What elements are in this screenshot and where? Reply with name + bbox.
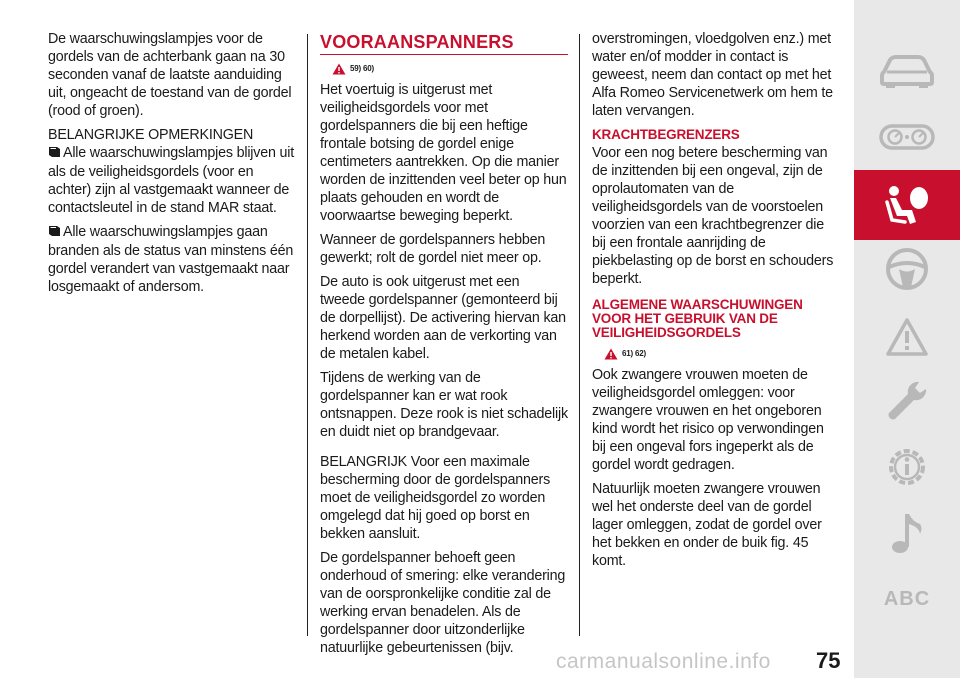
paragraph: BELANGRIJK Voor een maximale bescherming door de gordelspanners moet de veiligheidsgordel zo worden omgelegd dat hij goed op borst en bekken aansluit.	[320, 454, 551, 542]
sidebar-item-maintenance[interactable]	[854, 366, 960, 436]
abc-icon: ABC	[883, 587, 931, 610]
warning-triangle-icon	[332, 63, 346, 75]
note-item	[48, 144, 296, 217]
subheading-general-warnings: ALGEMENE WAARSCHUWINGEN VOOR HET GEBRUIK VAN DE VEILIGHEIDSGORDELS	[592, 297, 803, 340]
paragraph: Ook zwangere vrouwen moeten de veiligheidsgordel omleggen: voor zwangere vrouwen en het ongeboren kind wordt het risico op verwondingen bij een ongeval fors ingeperkt als de gordel wordt gedragen.	[592, 367, 824, 473]
notes-title: BELANGRIJKE OPMERKINGEN	[48, 127, 254, 143]
dashboard-icon	[878, 122, 936, 152]
sidebar-item-emergency[interactable]	[854, 302, 960, 372]
warning-reference-numbers: 59) 60)	[350, 64, 374, 73]
note-book-icon	[48, 145, 61, 163]
airbag-seat-icon	[883, 184, 931, 226]
chapter-sidebar	[854, 0, 960, 678]
sidebar-item-dashboard[interactable]	[854, 102, 960, 172]
paragraph: Het voertuig is uitgerust met veiligheidsgordels voor met gordelspanners die bij een heftige frontale botsing de gordel enige centimeters aantrekken. Op die manier worden de inzittenden veel beter op hun plaats gehouden en wordt de voorwaartse beweging beperkt.	[320, 82, 567, 224]
paragraph: Tijdens de werking van de gordelspanner kan er wat rook ontsnappen. Deze rook is niet schadelijk en duidt niet op brandgevaar.	[320, 370, 568, 440]
section-heading: VOORAANSPANNERS	[320, 32, 568, 55]
subheading-force-limiters: KRACHTBEGRENZERS	[592, 127, 740, 142]
note-item	[48, 223, 296, 296]
car-icon	[878, 54, 936, 88]
warning-triangle-icon	[885, 317, 929, 357]
column-divider	[579, 34, 580, 636]
info-gear-icon	[884, 444, 930, 490]
paragraph: De auto is ook uitgerust met een tweede gordelspanner (gemonteerd bij de dorpellijst). De activering hiervan kan herkend worden aan de verkorting van de metalen kabel.	[320, 274, 566, 362]
watermark: carmanualsonline.info	[556, 650, 771, 673]
column-3	[592, 30, 840, 576]
column-2	[320, 30, 568, 663]
intro-paragraph: De waarschuwingslampjes voor de gordels van de achterbank gaan na 30 seconden vanaf de laatste aanduiding uit, ongeacht de toestand van de gordel (rood of groen).	[48, 31, 292, 119]
music-note-icon	[889, 510, 925, 556]
page-number: 75	[816, 648, 841, 673]
note-text: Alle waarschuwingslampjes gaan branden als de status van minstens één gordel verandert van vastgemaakt naar losgemaakt of andersom.	[48, 224, 294, 295]
sidebar-item-car[interactable]	[854, 36, 960, 106]
warning-triangle-icon	[604, 348, 618, 360]
sidebar-item-technical-data[interactable]	[854, 432, 960, 502]
paragraph: De gordelspanner behoeft geen onderhoud of smering: elke verandering van de oorspronkelijke conditie zal de werking ervan benadelen. Als de gordelspanner door uitzonderlijke natuurlijke gebeurtenissen (bijv.	[320, 550, 566, 656]
warning-reference-numbers: 61) 62)	[622, 349, 646, 358]
warning-reference	[332, 63, 568, 75]
sidebar-item-safety[interactable]	[854, 170, 960, 240]
paragraph: Natuurlijk moeten zwangere vrouwen wel het onderste deel van de gordel lager omleggen, zodat de gordel over het bekken en onder de buik fig. 45 komt.	[592, 481, 822, 569]
paragraph: Voor een nog betere bescherming van de inzittenden bij een ongeval, zijn de oprolautomaten van de veiligheidsgordels van de voorstoelen voorzien van een krachtbegrenzer die bij een frontale aanrijding de piekbelasting op de borst en schouders beperkt.	[592, 145, 834, 287]
sidebar-item-index[interactable]	[854, 564, 960, 634]
wrench-icon	[884, 378, 930, 424]
column-divider	[307, 34, 308, 636]
column-1	[48, 30, 296, 302]
note-text: Alle waarschuwingslampjes blijven uit als de veiligheidsgordels (voor en achter) zijn al vastgemaakt wanneer de contactsleutel in de stand MAR staat.	[48, 145, 294, 216]
paragraph: Wanneer de gordelspanners hebben gewerkt; rolt de gordel niet meer op.	[320, 232, 546, 266]
sidebar-item-driving[interactable]	[854, 234, 960, 304]
sidebar-item-multimedia[interactable]	[854, 498, 960, 568]
steering-wheel-icon	[885, 247, 929, 291]
note-book-icon	[48, 224, 61, 242]
continuation-paragraph: overstromingen, vloedgolven enz.) met water en/of modder in contact is geweest, neem dan contact op met het Alfa Romeo Servicenetwerk om hem te laten vervangen.	[592, 31, 833, 119]
warning-reference	[604, 348, 840, 360]
